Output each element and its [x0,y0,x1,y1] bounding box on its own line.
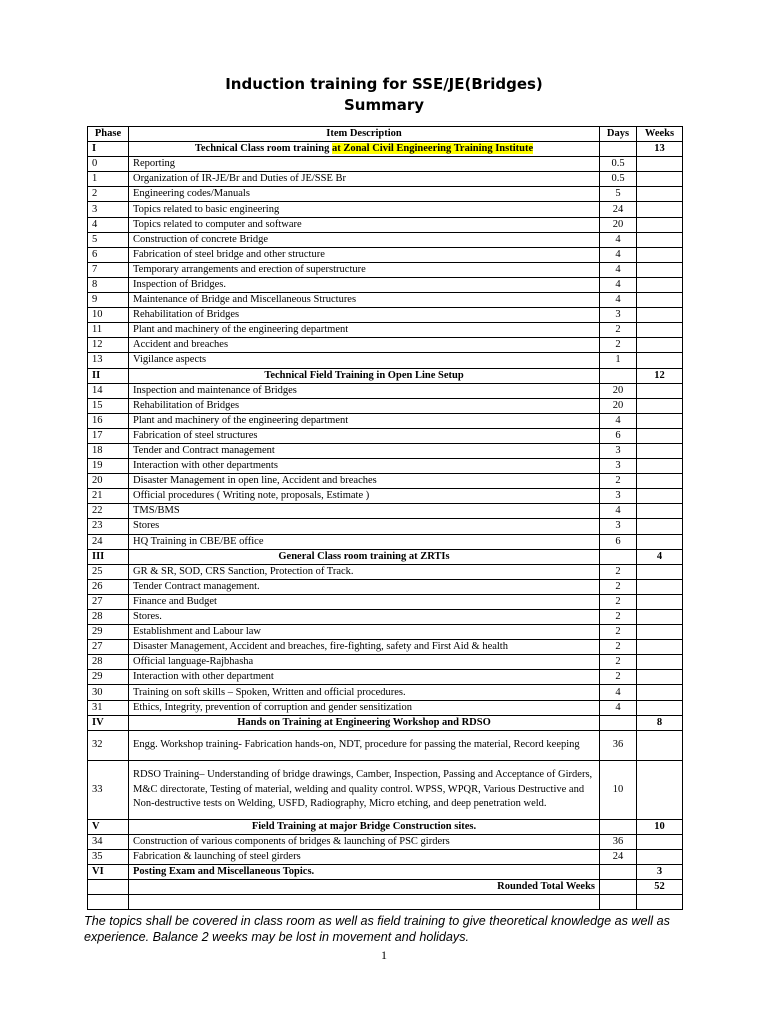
item-days: 36 [600,834,637,849]
header-days: Days [600,127,637,142]
item-days: 3 [600,489,637,504]
item-weeks [637,443,683,458]
phase-weeks: 12 [637,368,683,383]
item-weeks [637,564,683,579]
item-description: Maintenance of Bridge and Miscellaneous Structures [129,293,600,308]
item-description: Fabrication of steel bridge and other structure [129,247,600,262]
table-row [88,262,683,277]
item-description: Topics related to computer and software [129,217,600,232]
total-label: Rounded Total Weeks [129,880,600,895]
item-description: Disaster Management, Accident and breaches, fire-fighting, safety and First Aid & health [129,640,600,655]
item-days: 0.5 [600,172,637,187]
item-number: 33 [88,760,129,819]
item-weeks [637,187,683,202]
item-weeks [637,459,683,474]
item-days: 10 [600,760,637,819]
item-description: Finance and Budget [129,594,600,609]
item-weeks [637,594,683,609]
item-number: 27 [88,594,129,609]
table-row [88,670,683,685]
item-weeks [637,232,683,247]
item-days: 20 [600,398,637,413]
item-description: Stores. [129,610,600,625]
item-number: 18 [88,443,129,458]
phase-title: General Class room training at ZRTIs [129,549,600,564]
item-days: 4 [600,247,637,262]
item-number: 28 [88,655,129,670]
item-weeks [637,217,683,232]
table-row [88,474,683,489]
table-row [88,594,683,609]
item-description: Rehabilitation of Bridges [129,398,600,413]
table-row [88,353,683,368]
phase-days [600,549,637,564]
item-days: 2 [600,594,637,609]
item-weeks [637,247,683,262]
table-body [88,142,683,910]
item-days: 6 [600,534,637,549]
item-days: 4 [600,504,637,519]
table-row [88,187,683,202]
item-weeks [637,202,683,217]
table-row [88,625,683,640]
header-phase: Phase [88,127,129,142]
item-number: 20 [88,474,129,489]
phase-title: Technical Field Training in Open Line Setup [129,368,600,383]
blank-cell [637,895,683,910]
item-number: 6 [88,247,129,262]
item-description: Vigilance aspects [129,353,600,368]
table-row [88,157,683,172]
item-description: Establishment and Labour law [129,625,600,640]
item-description: Disaster Management in open line, Accident and breaches [129,474,600,489]
item-weeks [637,670,683,685]
blank-row [88,895,683,910]
item-days: 3 [600,519,637,534]
phase-row [88,715,683,730]
item-weeks [637,849,683,864]
item-days: 24 [600,849,637,864]
item-description: Official language-Rajbhasha [129,655,600,670]
item-number: 0 [88,157,129,172]
item-days: 24 [600,202,637,217]
item-weeks [637,640,683,655]
item-description: Fabrication of steel structures [129,428,600,443]
item-days: 2 [600,640,637,655]
item-number: 25 [88,564,129,579]
item-description: Training on soft skills – Spoken, Written and official procedures. [129,685,600,700]
total-phase [88,880,129,895]
phase-weeks: 13 [637,142,683,157]
table-row [88,217,683,232]
item-description: Accident and breaches [129,338,600,353]
item-description: Rehabilitation of Bridges [129,308,600,323]
item-weeks [637,685,683,700]
item-days: 2 [600,338,637,353]
item-number: 7 [88,262,129,277]
table-row [88,760,683,819]
item-weeks [637,277,683,292]
table-row [88,685,683,700]
item-weeks [637,474,683,489]
table-row [88,202,683,217]
blank-cell [129,895,600,910]
phase-days [600,819,637,834]
item-weeks [637,519,683,534]
summary-table [87,126,683,910]
item-number: 32 [88,730,129,760]
item-number: 16 [88,413,129,428]
table-row [88,610,683,625]
item-days: 2 [600,625,637,640]
item-days: 4 [600,293,637,308]
phase-title [129,142,600,157]
item-weeks [637,489,683,504]
item-weeks [637,504,683,519]
item-days: 2 [600,474,637,489]
blank-cell [600,895,637,910]
item-description: Engg. Workshop training- Fabrication hands-on, NDT, procedure for passing the material, Record keeping [129,730,600,760]
item-days: 6 [600,428,637,443]
table-row [88,459,683,474]
item-description: Inspection and maintenance of Bridges [129,383,600,398]
table-row [88,413,683,428]
item-weeks [637,262,683,277]
item-weeks [637,655,683,670]
table-row [88,232,683,247]
item-number: 15 [88,398,129,413]
phase-days [600,368,637,383]
item-number: 8 [88,277,129,292]
item-number: 35 [88,849,129,864]
item-number: 12 [88,338,129,353]
item-number: 4 [88,217,129,232]
item-number: 23 [88,519,129,534]
item-number: 29 [88,625,129,640]
item-weeks [637,157,683,172]
item-description: Construction of various components of bridges & launching of PSC girders [129,834,600,849]
total-days [600,880,637,895]
item-number: 3 [88,202,129,217]
table-row [88,443,683,458]
item-number: 1 [88,172,129,187]
page-title: Induction training for SSE/JE(Bridges) [225,75,543,93]
phase-row [88,549,683,564]
table-row [88,172,683,187]
item-weeks [637,353,683,368]
phase-weeks: 8 [637,715,683,730]
table-row [88,489,683,504]
item-days: 3 [600,308,637,323]
item-number: 2 [88,187,129,202]
item-description: TMS/BMS [129,504,600,519]
item-weeks [637,610,683,625]
item-days: 2 [600,670,637,685]
table-row [88,247,683,262]
item-number: 26 [88,579,129,594]
item-days: 1 [600,353,637,368]
phase-title-highlight: at Zonal Civil Engineering Training Institute [331,143,534,155]
phase-weeks: 10 [637,819,683,834]
item-days: 4 [600,232,637,247]
item-description: Topics related to basic engineering [129,202,600,217]
table-row [88,277,683,292]
phase-title: Hands on Training at Engineering Workshop and RDSO [129,715,600,730]
item-number: 21 [88,489,129,504]
item-weeks [637,428,683,443]
phase-number: I [88,142,129,157]
table-row [88,849,683,864]
item-number: 5 [88,232,129,247]
table-row [88,700,683,715]
item-number: 14 [88,383,129,398]
footnote: The topics shall be covered in class room as well as field training to give theoretical knowledge as well as experience. Balance 2 weeks may be lost in movement and holidays. [84,914,670,944]
item-description: Interaction with other departments [129,459,600,474]
item-weeks [637,579,683,594]
item-number: 17 [88,428,129,443]
blank-cell [88,895,129,910]
item-weeks [637,760,683,819]
table-row [88,308,683,323]
phase-number: II [88,368,129,383]
item-days: 4 [600,413,637,428]
item-days: 0.5 [600,157,637,172]
phase-row [88,368,683,383]
item-days: 2 [600,655,637,670]
table-row [88,383,683,398]
phase-title: Posting Exam and Miscellaneous Topics. [129,865,600,880]
item-number: 19 [88,459,129,474]
phase-number: III [88,549,129,564]
phase-weeks: 3 [637,865,683,880]
item-days: 20 [600,383,637,398]
header-item-description: Item Description [129,127,600,142]
phase-row [88,819,683,834]
table-row [88,428,683,443]
item-weeks [637,172,683,187]
table-row [88,579,683,594]
item-description: Fabrication & launching of steel girders [129,849,600,864]
item-days: 4 [600,277,637,292]
phase-number: V [88,819,129,834]
item-days: 3 [600,459,637,474]
item-weeks [637,293,683,308]
item-weeks [637,413,683,428]
item-days: 4 [600,262,637,277]
item-number: 13 [88,353,129,368]
item-days: 2 [600,323,637,338]
table-row [88,640,683,655]
item-description: Inspection of Bridges. [129,277,600,292]
table-row [88,534,683,549]
item-days: 2 [600,610,637,625]
item-number: 34 [88,834,129,849]
item-description: RDSO Training– Understanding of bridge drawings, Camber, Inspection, Passing and Acceptance of Girders, M&C directorate, Testing of material, welding and quality control. WPSS, WPQR, Various Destructive and Non-destructive tests on Welding, USFD, Radiography, Micro etching, and deep penetration weld. [129,760,600,819]
phase-number: IV [88,715,129,730]
table-row [88,564,683,579]
item-number: 28 [88,610,129,625]
item-weeks [637,700,683,715]
table-row [88,504,683,519]
item-weeks [637,338,683,353]
phase-row [88,865,683,880]
item-description: Construction of concrete Bridge [129,232,600,247]
item-description: Reporting [129,157,600,172]
item-description: Ethics, Integrity, prevention of corruption and gender sensitization [129,700,600,715]
phase-days [600,865,637,880]
item-description: Engineering codes/Manuals [129,187,600,202]
page-subtitle: Summary [343,96,425,114]
item-number: 31 [88,700,129,715]
table-row [88,293,683,308]
table-row [88,398,683,413]
phase-weeks: 4 [637,549,683,564]
item-description: Tender and Contract management [129,443,600,458]
item-days: 2 [600,564,637,579]
table-row [88,519,683,534]
item-description: Temporary arrangements and erection of superstructure [129,262,600,277]
total-weeks: 52 [637,880,683,895]
item-description: Plant and machinery of the engineering department [129,323,600,338]
item-description: Official procedures ( Writing note, proposals, Estimate ) [129,489,600,504]
header-weeks: Weeks [637,127,683,142]
item-description: Tender Contract management. [129,579,600,594]
item-description: Plant and machinery of the engineering department [129,413,600,428]
table-row [88,655,683,670]
table-row [88,730,683,760]
item-weeks [637,323,683,338]
item-description: GR & SR, SOD, CRS Sanction, Protection of Track. [129,564,600,579]
phase-days [600,142,637,157]
item-weeks [637,625,683,640]
item-weeks [637,383,683,398]
item-days: 3 [600,443,637,458]
table-row [88,338,683,353]
item-weeks [637,308,683,323]
item-number: 10 [88,308,129,323]
item-description: Stores [129,519,600,534]
item-description: Interaction with other department [129,670,600,685]
phase-title-text: Technical Class room training [194,143,332,155]
item-number: 30 [88,685,129,700]
item-description: Organization of IR-JE/Br and Duties of JE/SSE Br [129,172,600,187]
item-weeks [637,398,683,413]
item-days: 4 [600,685,637,700]
item-days: 4 [600,700,637,715]
item-description: HQ Training in CBE/BE office [129,534,600,549]
phase-row [88,142,683,157]
item-number: 11 [88,323,129,338]
item-number: 9 [88,293,129,308]
item-days: 36 [600,730,637,760]
item-number: 29 [88,670,129,685]
item-days: 20 [600,217,637,232]
item-weeks [637,534,683,549]
page-number: 1 [381,948,387,962]
table-row [88,323,683,338]
phase-days [600,715,637,730]
table-header-row [88,127,683,142]
item-weeks [637,730,683,760]
item-days: 2 [600,579,637,594]
item-weeks [637,834,683,849]
item-number: 27 [88,640,129,655]
item-number: 24 [88,534,129,549]
item-number: 22 [88,504,129,519]
phase-title: Field Training at major Bridge Construction sites. [129,819,600,834]
total-row [88,880,683,895]
item-days: 5 [600,187,637,202]
table-row [88,834,683,849]
phase-number: VI [88,865,129,880]
